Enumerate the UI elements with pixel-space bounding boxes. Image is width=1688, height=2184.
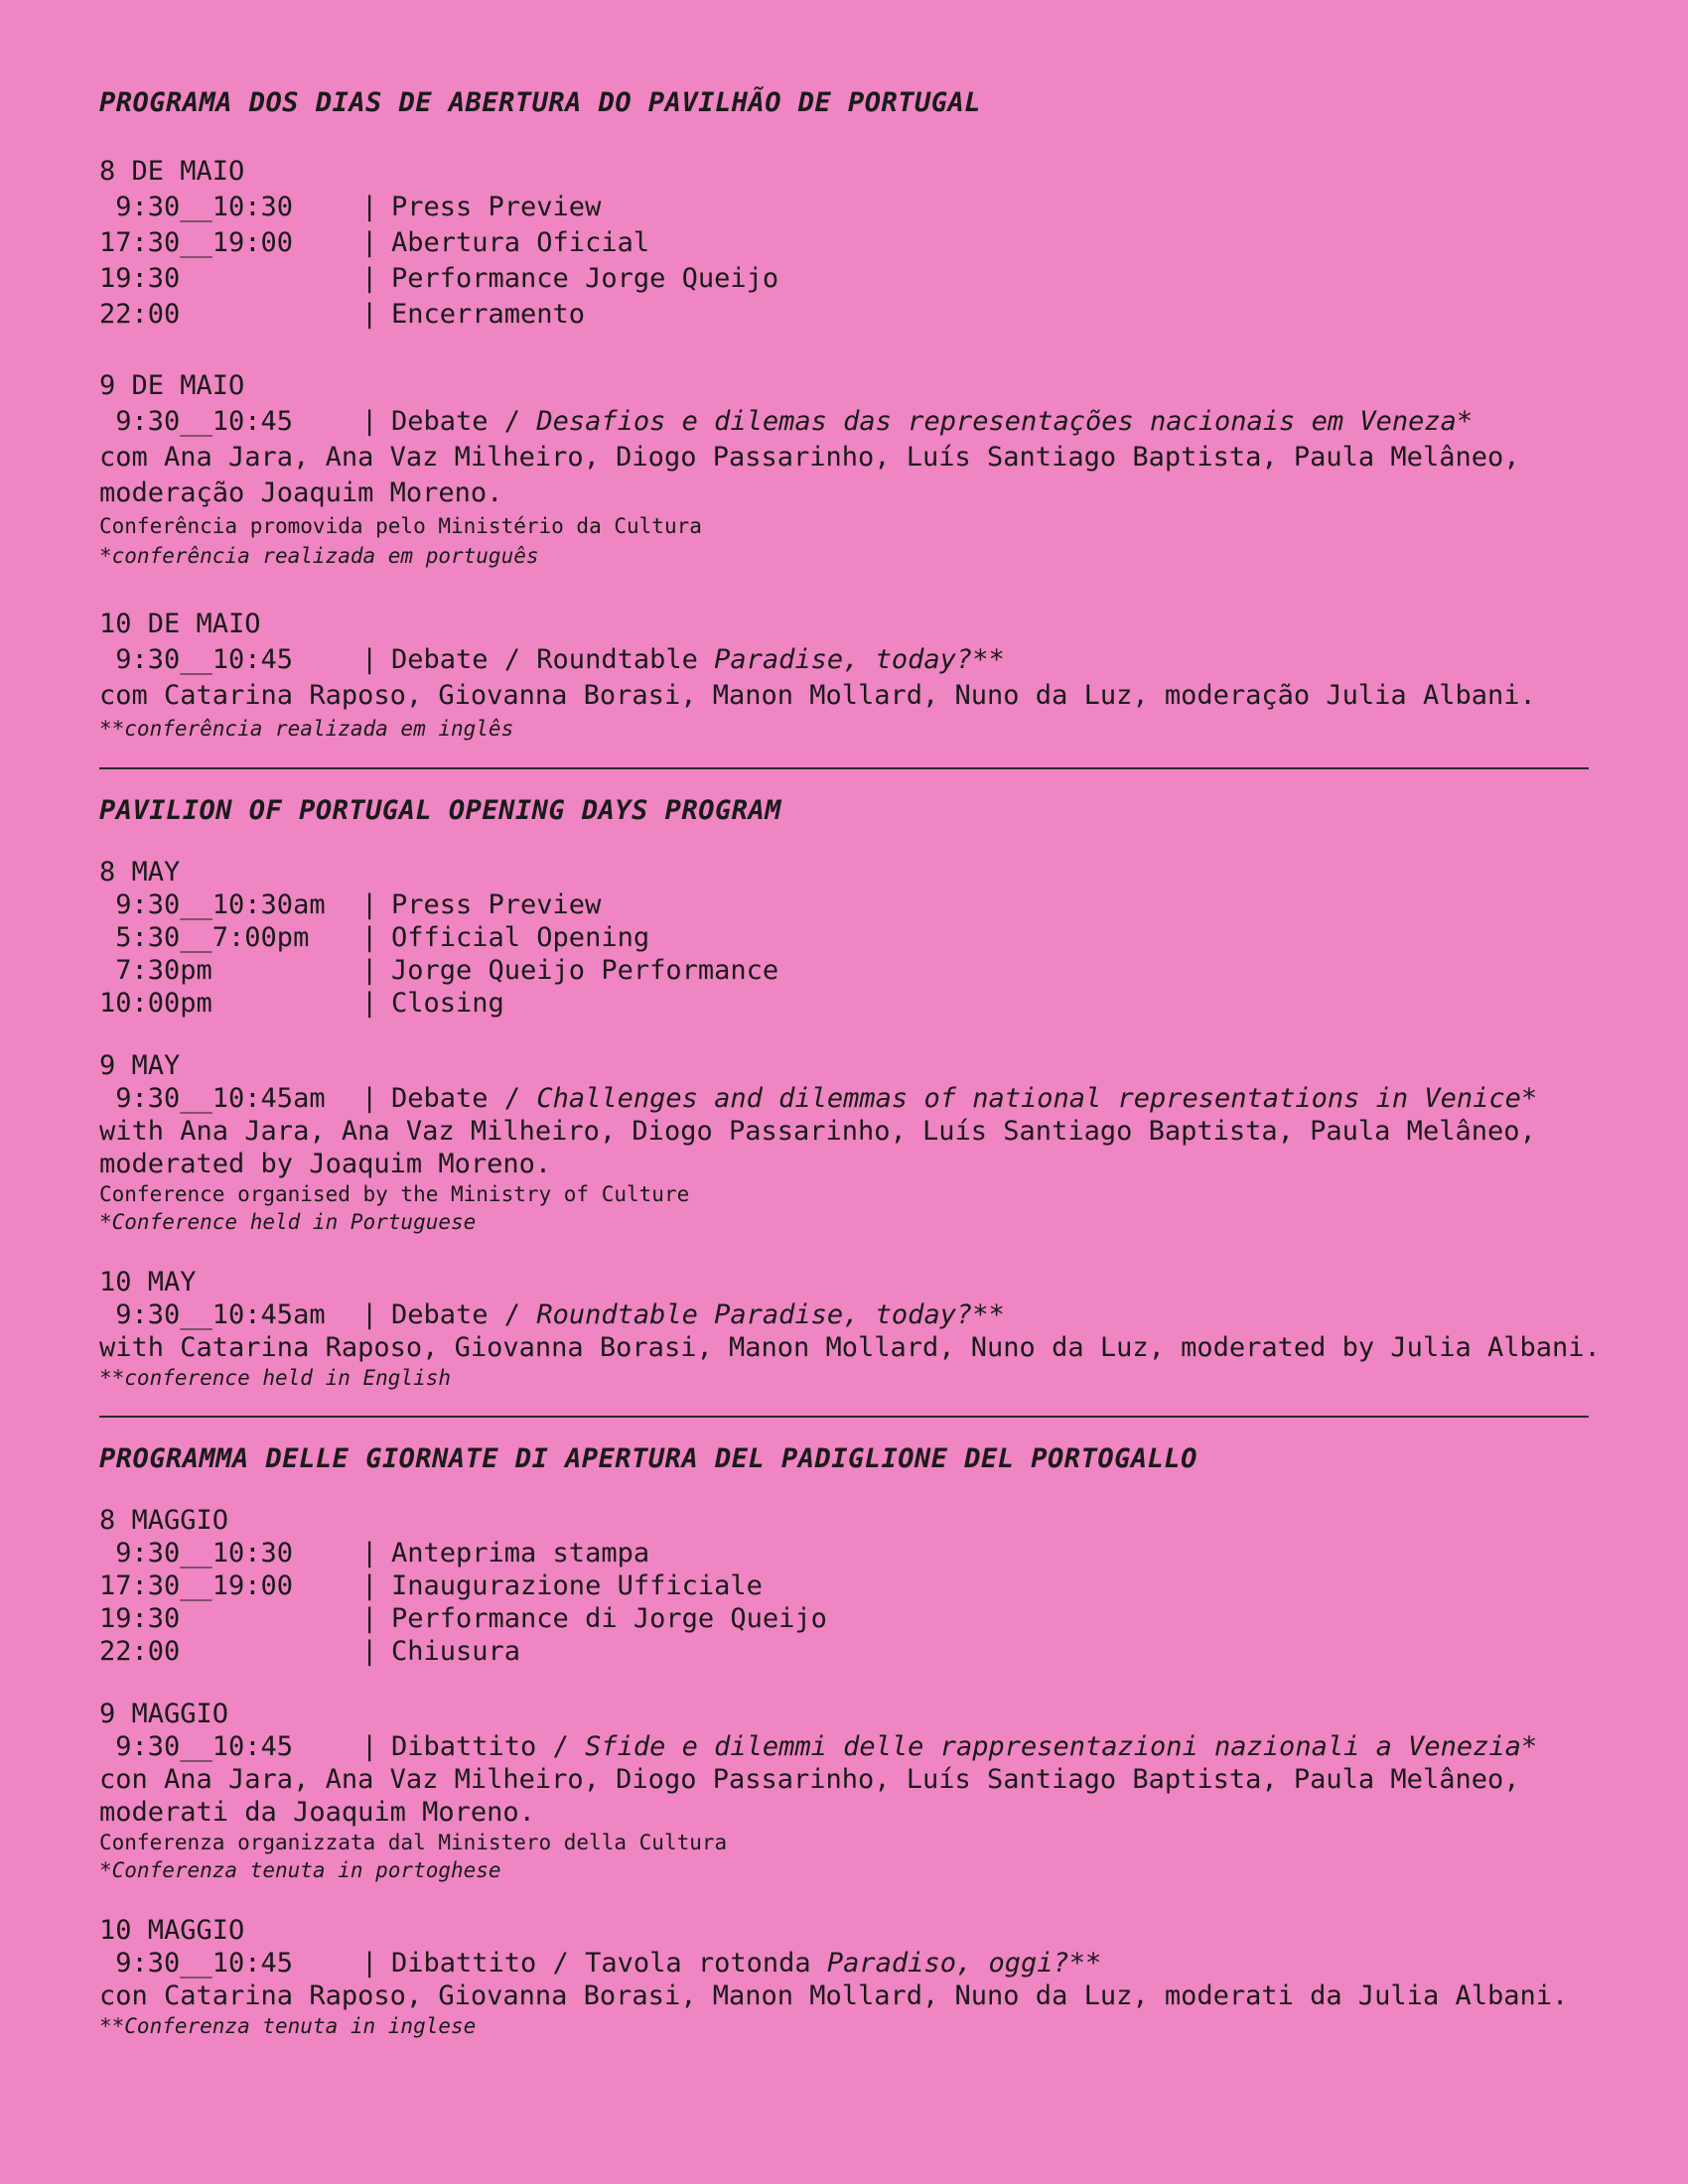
language-note: *Conferenza tenuta in portoghese	[99, 1858, 501, 1882]
participants-line: with Catarina Raposo, Giovanna Borasi, Manon Mollard, Nuno da Luz, moderated by Julia Albani.	[99, 1332, 1601, 1363]
moderator-line: moderação Joaquim Moreno.	[99, 478, 503, 508]
language-note: *conferência realizada em português	[99, 544, 539, 568]
moderator-line: moderati da Joaquim Moreno.	[99, 1797, 535, 1828]
section-title-en: PAVILION OF PORTUGAL OPENING DAYS PROGRAM	[99, 795, 781, 826]
section-title-it: PROGRAMMA DELLE GIORNATE DI APERTURA DEL PADIGLIONE DEL PORTOGALLO	[99, 1443, 1197, 1474]
language-note: **conferência realizada em inglês	[99, 717, 514, 741]
schedule-row: 5:30__7:00pm | Official Opening	[99, 922, 650, 953]
language-note: *Conference held in Portuguese	[99, 1210, 477, 1234]
day-title: 9 MAGGIO	[99, 1699, 229, 1729]
moderator-line: moderated by Joaquim Moreno.	[99, 1149, 552, 1179]
schedule-row: 22:00 | Encerramento	[99, 299, 586, 330]
day-8-maggio	[99, 1504, 1589, 1668]
section-italian	[99, 1443, 1589, 2040]
schedule-row: 7:30pm | Jorge Queijo Performance	[99, 955, 779, 986]
schedule-row: 9:30__10:45am | Debate / Challenges and dilemmas of national representations in Venice*	[99, 1083, 1538, 1114]
day-9-maio	[99, 368, 1589, 571]
day-8-maio	[99, 154, 1589, 333]
day-10-may	[99, 1266, 1601, 1392]
day-title: 8 MAGGIO	[99, 1505, 229, 1536]
day-title: 9 MAY	[99, 1050, 181, 1081]
section-title-pt: PROGRAMA DOS DIAS DE ABERTURA DO PAVILHÃO DE PORTUGAL	[99, 87, 982, 118]
section-english	[99, 795, 1601, 1392]
participants-line: con Catarina Raposo, Giovanna Borasi, Manon Mollard, Nuno da Luz, moderati da Julia Albani.	[99, 1980, 1569, 2011]
schedule-row: 17:30__19:00 | Inaugurazione Ufficiale	[99, 1570, 763, 1601]
participants-line: com Ana Jara, Ana Vaz Milheiro, Diogo Passarinho, Luís Santiago Baptista, Paula Melâneo,	[99, 442, 1520, 473]
day-10-maggio	[99, 1914, 1589, 2040]
language-note: **conference held in English	[99, 1366, 452, 1390]
divider	[99, 1416, 1589, 1418]
day-title: 10 DE MAIO	[99, 609, 261, 639]
note: Conferenza organizzata dal Ministero della Cultura	[99, 1831, 728, 1854]
schedule-row: 9:30__10:45 | Debate / Roundtable Paradise, today?**	[99, 644, 1005, 675]
day-title: 10 MAGGIO	[99, 1915, 245, 1946]
schedule-row: 9:30__10:30am | Press Preview	[99, 889, 602, 920]
language-note: **Conferenza tenuta in inglese	[99, 2014, 477, 2038]
participants-line: com Catarina Raposo, Giovanna Borasi, Manon Mollard, Nuno da Luz, moderação Julia Albani.	[99, 680, 1536, 711]
divider	[99, 767, 1589, 769]
schedule-row: 22:00 | Chiusura	[99, 1636, 521, 1667]
participants-line: with Ana Jara, Ana Vaz Milheiro, Diogo Passarinho, Luís Santiago Baptista, Paula Melâneo,	[99, 1116, 1536, 1147]
note: Conference organised by the Ministry of Culture	[99, 1182, 690, 1206]
day-9-maggio	[99, 1698, 1589, 1884]
schedule-row: 19:30 | Performance Jorge Queijo	[99, 263, 779, 294]
schedule-row: 19:30 | Performance di Jorge Queijo	[99, 1603, 827, 1634]
schedule-row: 9:30__10:45am | Debate / Roundtable Paradise, today?**	[99, 1299, 1005, 1330]
day-title: 9 DE MAIO	[99, 370, 245, 401]
note: Conferência promovida pelo Ministério da Cultura	[99, 514, 702, 538]
day-title: 8 DE MAIO	[99, 156, 245, 187]
day-title: 10 MAY	[99, 1267, 197, 1297]
schedule-row: 9:30__10:30 | Press Preview	[99, 192, 602, 222]
section-portuguese	[99, 87, 1589, 744]
schedule-row: 10:00pm | Closing	[99, 988, 504, 1019]
day-8-may	[99, 856, 1589, 1020]
schedule-row: 9:30__10:45 | Dibattito / Sfide e dilemmi delle rappresentazioni nazionali a Venezia*	[99, 1731, 1538, 1762]
day-title: 8 MAY	[99, 857, 181, 887]
schedule-row: 9:30__10:45 | Dibattito / Tavola rotonda Paradiso, oggi?**	[99, 1948, 1102, 1979]
participants-line: con Ana Jara, Ana Vaz Milheiro, Diogo Passarinho, Luís Santiago Baptista, Paula Melâneo,	[99, 1764, 1520, 1795]
schedule-row: 9:30__10:45 | Debate / Desafios e dilemas das representações nacionais em Veneza*	[99, 406, 1474, 437]
day-9-may	[99, 1049, 1589, 1236]
schedule-row: 17:30__19:00 | Abertura Oficial	[99, 227, 650, 258]
day-10-maio	[99, 607, 1589, 744]
schedule-row: 9:30__10:30 | Anteprima stampa	[99, 1538, 650, 1569]
